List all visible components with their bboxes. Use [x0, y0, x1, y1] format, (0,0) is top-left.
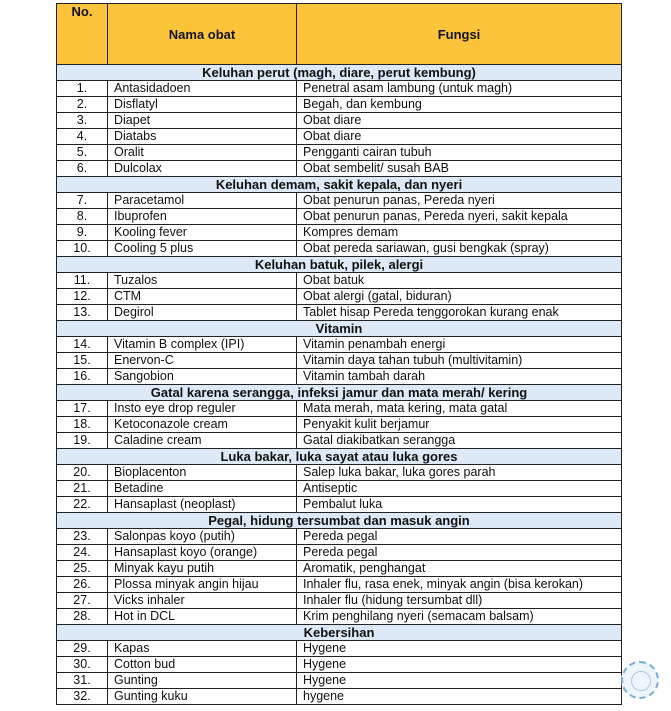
cell-function: Obat sembelit/ susah BAB: [297, 161, 622, 177]
cell-number: 23.: [57, 529, 108, 545]
table-row: [57, 209, 622, 225]
header-name: Nama obat: [108, 4, 297, 65]
cell-number: 10.: [57, 241, 108, 257]
cell-medicine-name: Vitamin B complex (IPI): [108, 337, 297, 353]
cell-function: hygene: [297, 689, 622, 705]
cell-number: 9.: [57, 225, 108, 241]
table-row: [57, 641, 622, 657]
cell-medicine-name: Diatabs: [108, 129, 297, 145]
section-header-row: [57, 65, 622, 81]
cell-number: 7.: [57, 193, 108, 209]
cell-function: Pengganti cairan tubuh: [297, 145, 622, 161]
cell-number: 12.: [57, 289, 108, 305]
cell-number: 24.: [57, 545, 108, 561]
cell-number: 3.: [57, 113, 108, 129]
table-row: [57, 577, 622, 593]
cell-number: 6.: [57, 161, 108, 177]
table-row: [57, 433, 622, 449]
cell-function: Obat pereda sariawan, gusi bengkak (spray): [297, 241, 622, 257]
cell-medicine-name: Enervon-C: [108, 353, 297, 369]
cell-number: 18.: [57, 417, 108, 433]
table-row: [57, 497, 622, 513]
cell-medicine-name: CTM: [108, 289, 297, 305]
cell-number: 13.: [57, 305, 108, 321]
table-row: [57, 369, 622, 385]
cell-medicine-name: Kooling fever: [108, 225, 297, 241]
table-row: [57, 129, 622, 145]
cell-medicine-name: Disflatyl: [108, 97, 297, 113]
section-header-row: [57, 257, 622, 273]
table-row: [57, 113, 622, 129]
cell-number: 16.: [57, 369, 108, 385]
cell-function: Penetral asam lambung (untuk magh): [297, 81, 622, 97]
cell-medicine-name: Tuzalos: [108, 273, 297, 289]
cell-medicine-name: Hot in DCL: [108, 609, 297, 625]
cell-function: Inhaler flu, rasa enek, minyak angin (bisa kerokan): [297, 577, 622, 593]
cell-number: 29.: [57, 641, 108, 657]
cell-function: Gatal diakibatkan serangga: [297, 433, 622, 449]
table-row: [57, 609, 622, 625]
cell-medicine-name: Oralit: [108, 145, 297, 161]
cell-function: Begah, dan kembung: [297, 97, 622, 113]
cell-number: 8.: [57, 209, 108, 225]
cell-number: 5.: [57, 145, 108, 161]
cell-function: Hygene: [297, 641, 622, 657]
cell-number: 22.: [57, 497, 108, 513]
cell-medicine-name: Ibuprofen: [108, 209, 297, 225]
cell-function: Obat diare: [297, 113, 622, 129]
cell-medicine-name: Antasidadoen: [108, 81, 297, 97]
cell-function: Obat batuk: [297, 273, 622, 289]
cell-function: Antiseptic: [297, 481, 622, 497]
cell-medicine-name: Cooling 5 plus: [108, 241, 297, 257]
cell-function: Penyakit kulit berjamur: [297, 417, 622, 433]
cell-function: Mata merah, mata kering, mata gatal: [297, 401, 622, 417]
cell-function: Kompres demam: [297, 225, 622, 241]
cell-function: Obat penurun panas, Pereda nyeri, sakit kepala: [297, 209, 622, 225]
cell-number: 14.: [57, 337, 108, 353]
table-row: [57, 673, 622, 689]
cell-medicine-name: Degirol: [108, 305, 297, 321]
cell-number: 19.: [57, 433, 108, 449]
cell-function: Obat diare: [297, 129, 622, 145]
table-row: [57, 305, 622, 321]
cell-medicine-name: Dulcolax: [108, 161, 297, 177]
cell-function: Pembalut luka: [297, 497, 622, 513]
table-row: [57, 225, 622, 241]
header-function: Fungsi: [297, 4, 622, 65]
table-row: [57, 161, 622, 177]
section-title: Keluhan demam, sakit kepala, dan nyeri: [57, 177, 622, 193]
section-title: Keluhan batuk, pilek, alergi: [57, 257, 622, 273]
section-title: Luka bakar, luka sayat atau luka gores: [57, 449, 622, 465]
cell-function: Krim penghilang nyeri (semacam balsam): [297, 609, 622, 625]
cell-medicine-name: Plossa minyak angin hijau: [108, 577, 297, 593]
table-row: [57, 465, 622, 481]
table-row: [57, 689, 622, 705]
cell-medicine-name: Betadine: [108, 481, 297, 497]
table-row: [57, 193, 622, 209]
medicine-table: [56, 3, 622, 705]
section-header-row: [57, 385, 622, 401]
cell-function: Inhaler flu (hidung tersumbat dll): [297, 593, 622, 609]
table-row: [57, 273, 622, 289]
cell-medicine-name: Sangobion: [108, 369, 297, 385]
section-header-row: [57, 625, 622, 641]
table-row: [57, 657, 622, 673]
cell-medicine-name: Ketoconazole cream: [108, 417, 297, 433]
cell-number: 32.: [57, 689, 108, 705]
cell-medicine-name: Cotton bud: [108, 657, 297, 673]
cell-medicine-name: Kapas: [108, 641, 297, 657]
cell-function: Aromatik, penghangat: [297, 561, 622, 577]
cell-function: Vitamin tambah darah: [297, 369, 622, 385]
table-row: [57, 561, 622, 577]
cell-medicine-name: Caladine cream: [108, 433, 297, 449]
cell-number: 25.: [57, 561, 108, 577]
cell-number: 26.: [57, 577, 108, 593]
cell-number: 15.: [57, 353, 108, 369]
cell-medicine-name: Vicks inhaler: [108, 593, 297, 609]
cell-function: Obat penurun panas, Pereda nyeri: [297, 193, 622, 209]
cell-medicine-name: Diapet: [108, 113, 297, 129]
cell-function: Vitamin penambah energi: [297, 337, 622, 353]
cell-number: 28.: [57, 609, 108, 625]
cell-medicine-name: Minyak kayu putih: [108, 561, 297, 577]
table-row: [57, 545, 622, 561]
section-title: Vitamin: [57, 321, 622, 337]
cell-function: Salep luka bakar, luka gores parah: [297, 465, 622, 481]
cell-medicine-name: Hansaplast (neoplast): [108, 497, 297, 513]
table-row: [57, 145, 622, 161]
cell-medicine-name: Paracetamol: [108, 193, 297, 209]
section-header-row: [57, 177, 622, 193]
table-row: [57, 289, 622, 305]
cell-medicine-name: Hansaplast koyo (orange): [108, 545, 297, 561]
cell-function: Hygene: [297, 657, 622, 673]
table-row: [57, 529, 622, 545]
cell-number: 2.: [57, 97, 108, 113]
table-row: [57, 353, 622, 369]
cell-number: 1.: [57, 81, 108, 97]
cell-number: 17.: [57, 401, 108, 417]
section-header-row: [57, 321, 622, 337]
table-row: [57, 337, 622, 353]
cell-medicine-name: Gunting kuku: [108, 689, 297, 705]
cell-number: 21.: [57, 481, 108, 497]
watermark-badge-icon: [621, 661, 659, 699]
header-no: No.: [57, 4, 108, 65]
section-title: Pegal, hidung tersumbat dan masuk angin: [57, 513, 622, 529]
cell-number: 11.: [57, 273, 108, 289]
cell-medicine-name: Insto eye drop reguler: [108, 401, 297, 417]
table-row: [57, 97, 622, 113]
section-title: Keluhan perut (magh, diare, perut kembung): [57, 65, 622, 81]
table-row: [57, 593, 622, 609]
cell-function: Pereda pegal: [297, 545, 622, 561]
cell-medicine-name: Gunting: [108, 673, 297, 689]
table-header-row: [57, 4, 622, 65]
cell-number: 4.: [57, 129, 108, 145]
cell-medicine-name: Bioplacenton: [108, 465, 297, 481]
cell-function: Hygene: [297, 673, 622, 689]
section-title: Gatal karena serangga, infeksi jamur dan mata merah/ kering: [57, 385, 622, 401]
table-row: [57, 401, 622, 417]
table-row: [57, 417, 622, 433]
section-header-row: [57, 513, 622, 529]
cell-function: Obat alergi (gatal, biduran): [297, 289, 622, 305]
cell-function: Pereda pegal: [297, 529, 622, 545]
table-row: [57, 81, 622, 97]
section-title: Kebersihan: [57, 625, 622, 641]
cell-function: Vitamin daya tahan tubuh (multivitamin): [297, 353, 622, 369]
table-row: [57, 481, 622, 497]
cell-function: Tablet hisap Pereda tenggorokan kurang enak: [297, 305, 622, 321]
cell-number: 27.: [57, 593, 108, 609]
cell-number: 31.: [57, 673, 108, 689]
cell-number: 30.: [57, 657, 108, 673]
section-header-row: [57, 449, 622, 465]
cell-medicine-name: Salonpas koyo (putih): [108, 529, 297, 545]
table-row: [57, 241, 622, 257]
cell-number: 20.: [57, 465, 108, 481]
